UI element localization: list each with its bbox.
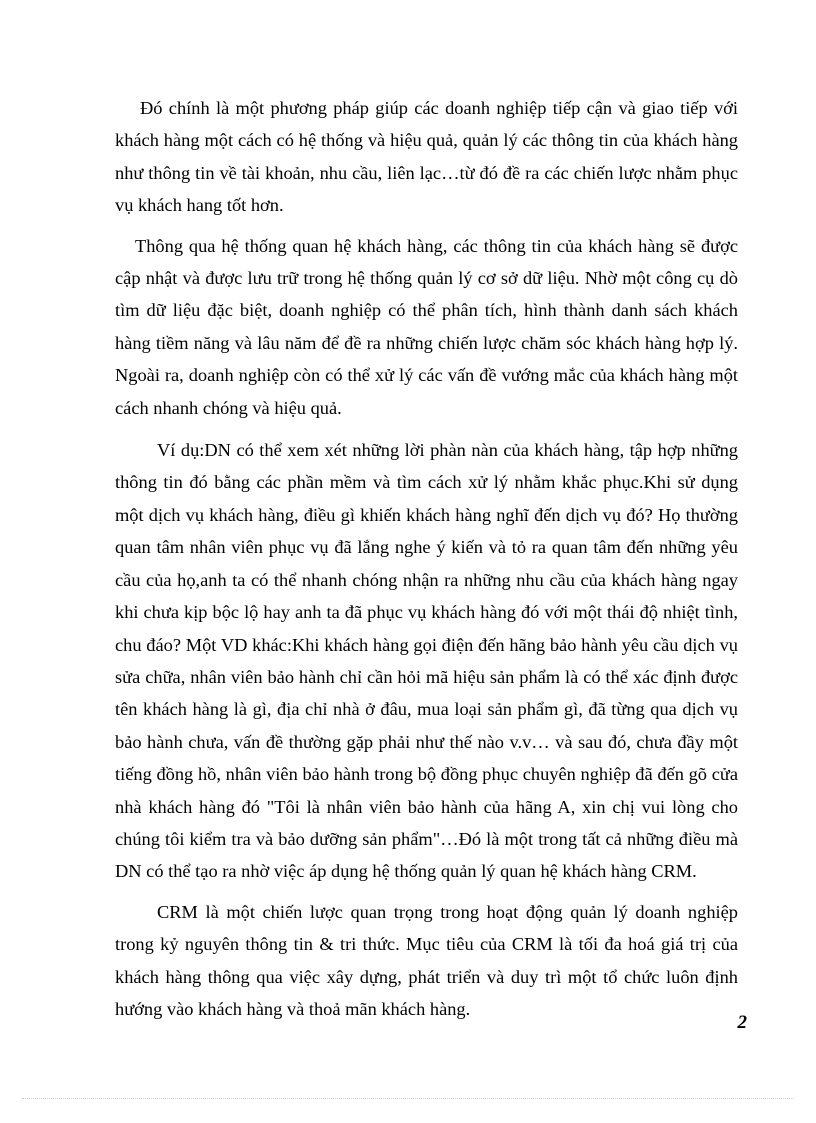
paragraph-crm-strategy: CRM là một chiến lược quan trọng trong hoạt động quản lý doanh nghiệp trong kỷ nguyên thông tin & tri thức. Mục tiêu của CRM là tối đa hoá giá trị của khách hàng thông qua việc xây dựng, phát triển và duy trì một tổ chức luôn định hướng vào khách hàng và thoả mãn khách hàng. <box>115 901 738 1019</box>
paragraph-crm-example: Ví dụ:DN có thể xem xét những lời phàn nàn của khách hàng, tập hợp những thông tin đó bằng các phần mềm và tìm cách xử lý nhằm khắc phục.Khi sử dụng một dịch vụ khách hàng, điều gì khiến khách hàng nghĩ đến dịch vụ đó? Họ thường quan tâm nhân viên phục vụ đã lắng nghe ý kiến và tỏ ra quan tâm đến những yêu cầu của họ,anh ta có thể nhanh chóng nhận ra những nhu cầu của khách hàng ngay khi chưa kịp bộc lộ hay anh ta đã phục vụ khách hàng đó với một thái độ nhiệt tình, chu đáo? Một VD khác:Khi khách hàng gọi điện đến hãng bảo hành yêu cầu dịch vụ sửa chữa, nhân viên bảo hành chỉ cần hỏi mã hiệu sản phẩm là có thể xác định được tên khách hàng là gì, địa chỉ nhà ở đâu, mua loại sản phẩm gì, đã từng qua dịch vụ bảo hành chưa, vấn đề thường gặp phải như thế nào v.v… và sau đó, chưa đầy một tiếng đồng hồ, nhân viên bảo hành trong bộ đồng phục chuyên nghiệp đã đến gõ cửa nhà khách hàng đó "Tôi là nhân viên bảo hành của hãng A, xin chị vui lòng cho chúng tôi kiểm tra và bảo dưỡng sản phẩm"…Đó là một trong tất cả những điều mà DN có thể tạo ra nhờ việc áp dụng hệ thống quản lý quan hệ khách hàng CRM. <box>115 440 738 882</box>
paragraph-crm-system: Thông qua hệ thống quan hệ khách hàng, các thông tin của khách hàng sẽ được cập nhật và được lưu trữ trong hệ thống quản lý cơ sở dữ liệu. Nhờ một công cụ dò tìm dữ liệu đặc biệt, doanh nghiệp có thể phân tích, hình thành danh sách khách hàng tiềm năng và lâu năm để đề ra những chiến lược chăm sóc khách hàng hợp lý. Ngoài ra, doanh nghiệp còn có thể xử lý các vấn đề vướng mắc của khách hàng một cách nhanh chóng và hiệu quả. <box>115 235 738 418</box>
page-number: 2 <box>737 1012 747 1033</box>
paragraph-crm-definition: Đó chính là một phương pháp giúp các doanh nghiệp tiếp cận và giao tiếp với khách hàng một cách có hệ thống và hiệu quả, quản lý các thông tin của khách hàng như thông tin về tài khoản, nhu cầu, liên lạc…từ đó đề ra các chiến lược nhằm phục vụ khách hang tốt hơn. <box>115 98 738 216</box>
footer-divider <box>22 1098 794 1099</box>
page-body <box>115 92 738 1025</box>
